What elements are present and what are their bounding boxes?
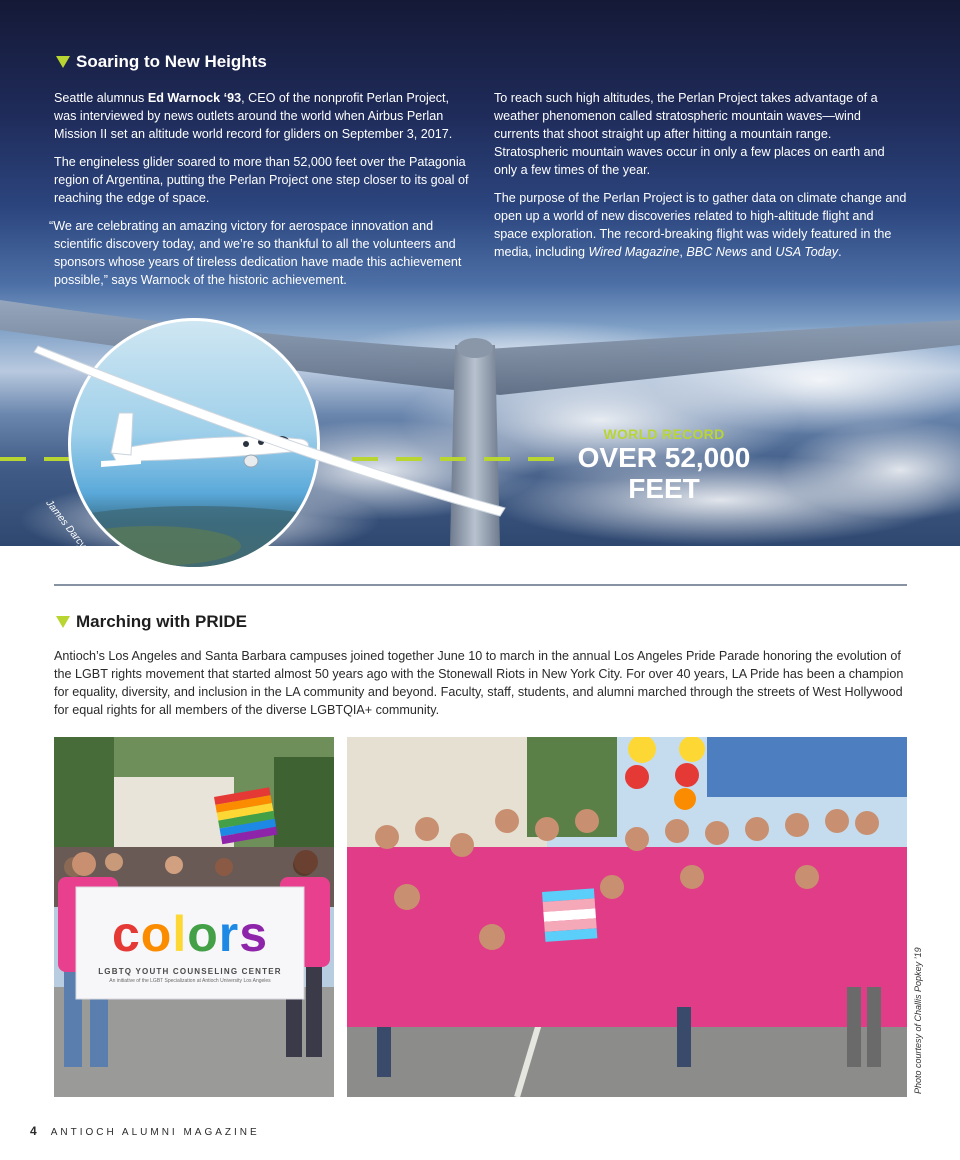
paragraph: To reach such high altitudes, the Perlan Project takes advantage of a weather phenomenon called stratospheric mountain waves—wind currents that shoot straight up after hitting a mountain range. Stratospheric mountain waves occur in only a few places on earth and only a few times of the year. xyxy=(494,91,885,177)
glider-wing-illustration xyxy=(30,330,520,520)
page-number: 4 xyxy=(30,1124,37,1138)
alumnus-name: Ed Warnock ‘93 xyxy=(147,91,242,105)
banner-tagline: An initiative of the LGBT Specialization at Antioch University Los Angeles xyxy=(109,978,271,984)
triangle-bullet-icon xyxy=(56,56,70,68)
article-column-right xyxy=(494,89,908,271)
paragraph: The purpose of the Perlan Project is to gather data on climate change and open up a world of new discoveries related to high-altitude flight and space exploration. The record-breaking flight was widely featured in the media, including Wired Magazine, BBC News and USA Today. xyxy=(494,191,907,259)
pride-group-photo xyxy=(347,737,907,1097)
world-record-label: WORLD RECORD xyxy=(603,426,725,442)
section-heading-soaring xyxy=(56,52,267,72)
pride-body-text: Antioch’s Los Angeles and Santa Barbara campuses joined together June 10 to march in the annual Los Angeles Pride Parade honoring the evolution of the LGBT rights movement that started almost 50 years ago with the Stonewall Riots in New York City. For over 40 years, LA Pride has been a champion for equality, diversity, and inclusion in the LA community and beyond. Faculty, staff, students, and alumni marched through the streets of West Hollywood for equal rights for all members of the diverse LGBTQIA+ community. xyxy=(54,649,904,717)
paragraph: Seattle alumnus Ed Warnock ‘93, CEO of the nonprofit Perlan Project, was interviewed by news outlets around the world when Airbus Perlan Mission II set an altitude world record for gliders on September 3, 2017. xyxy=(54,91,453,141)
banner-subtitle: LGBTQ YOUTH COUNSELING CENTER xyxy=(98,967,282,976)
colors-banner-photo xyxy=(54,737,334,1097)
triangle-bullet-icon xyxy=(56,616,70,628)
paragraph: The engineless glider soared to more than 52,000 feet over the Patagonia region of Argentina, putting the Perlan Project one step closer to its goal of reaching the edge of space. xyxy=(54,155,469,205)
page-footer xyxy=(30,1124,260,1138)
colors-logo: colors xyxy=(111,906,269,962)
publication-name: ANTIOCH ALUMNI MAGAZINE xyxy=(50,1127,260,1138)
article-column-left xyxy=(49,89,472,299)
quote-paragraph: “We are celebrating an amazing victory for aerospace innovation and scientific discovery today, and we’re so thankful to all the volunteers and sponsors whose years of tireless dedication have made this achievement possible,” says Warnock of the historic achievement. xyxy=(49,219,462,287)
world-record-value: OVER 52,000 FEET xyxy=(577,442,751,504)
section-heading-pride xyxy=(56,612,247,632)
section-title: Marching with PRIDE xyxy=(76,612,247,631)
photo-credit-pride: Photo courtesy of Challis Popkey ’19 xyxy=(913,947,923,1094)
section-divider xyxy=(54,584,907,586)
section-title: Soaring to New Heights xyxy=(76,52,267,71)
